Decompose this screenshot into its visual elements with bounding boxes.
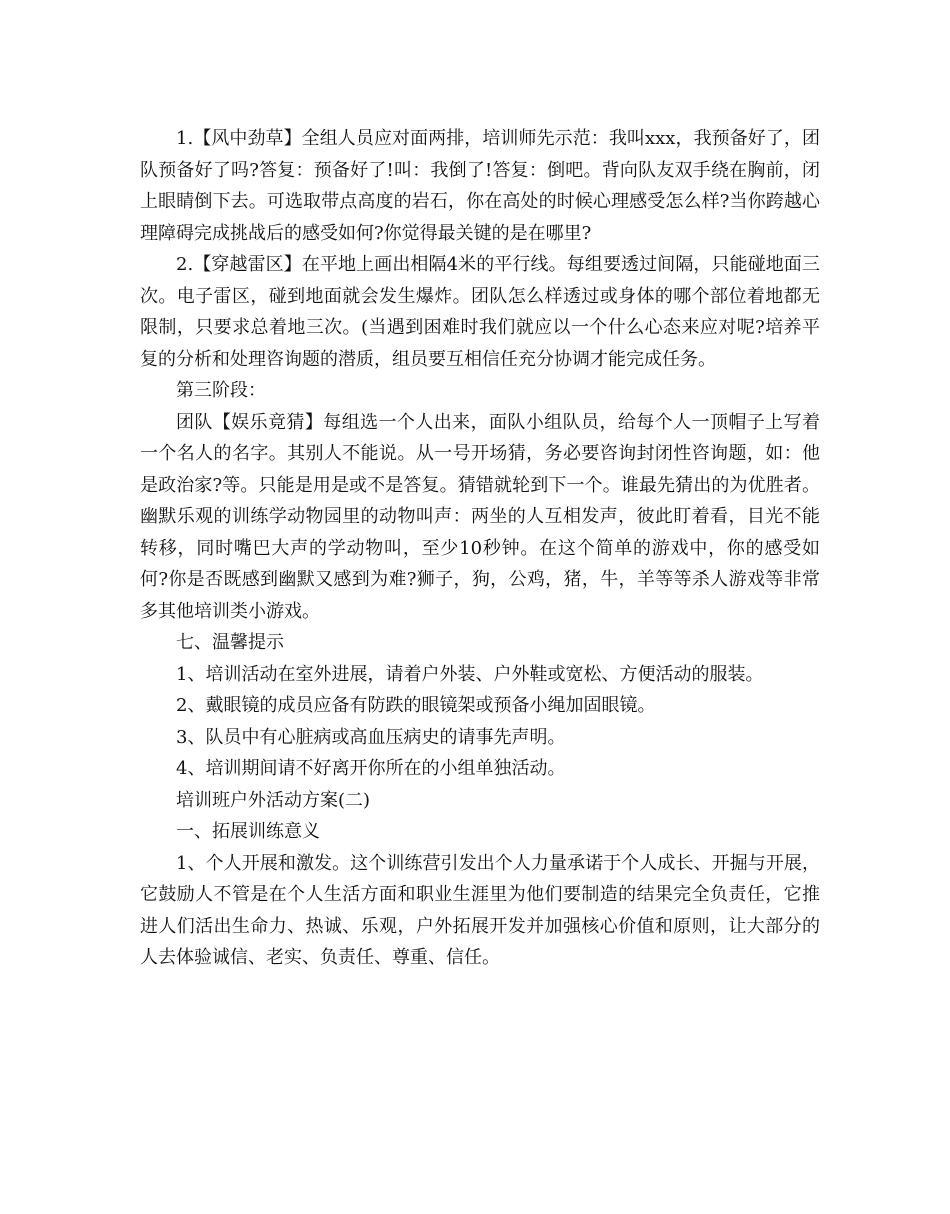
paragraph-stage-three-heading: 第三阶段： [176,380,266,401]
tip-item-2: 2、戴眼镜的成员应备有防跌的眼镜架或预备小绳加固眼镜。 [176,695,656,716]
tip-item-1: 1、培训活动在室外进展，请着户外装、户外鞋或宽松、方便活动的服装。 [176,663,764,685]
section-heading-significance: 一、拓展训练意义 [176,821,320,842]
document-page [140,123,820,974]
paragraph-guessing-game: 团队【娱乐竟猜】每组选一个人出来，面队小组队员，给每个人一顶帽子上写着一个名人的名字。其别人不能说。从一号开场猜，务必要咨询封闭性咨询题，如：他是政治家?等。只能是用是或不是答复。猜错就轮到下一个。谁最先猜出的为优胜者。幽默乐观的训练学动物园里的动物叫声：两坐的人互相发声，彼此盯着看，目光不能转移，同时嘴巴大声的学动物叫，至少10秒钟。在这个简单的游戏中，你的感受如何?你是否既感到幽默又感到为难?狮子，狗，公鸡，猪，牛，羊等等杀人游戏等非常多其他培训类小游戏。 [140,411,820,622]
section-heading-tips: 七、温馨提示 [176,632,284,653]
paragraph-wind-grass-activity: 1.【风中劲草】全组人员应对面两排，培训师先示范：我叫xxx，我预备好了，团队预备好了吗?答复：预备好了!叫：我倒了!答复：倒吧。背向队友双手绕在胸前，闭上眼睛倒下去。可选取带点高度的岩石，你在高处的时候心理感受怎么样?当你跨越心理障碍完成挑战后的感受如何?你觉得最关键的是在哪里? [140,128,820,244]
tip-item-3: 3、队员中有心脏病或高血压病史的请事先声明。 [176,726,566,748]
paragraph-personal-development: 1、个人开展和激发。这个训练营引发出个人力量承诺于个人成长、开掘与开展，它鼓励人不管是在个人生活方面和职业生涯里为他们要制造的结果完全负责任，它推进人们活出生命力、热诚、乐观，户外拓展开发并加强核心价值和原则，让大部分的人去体验诚信、老实、负责任、尊重、信任。 [140,852,820,968]
paragraph-minefield-activity: 2.【穿越雷区】在平地上画出相隔4米的平行线。每组要透过间隔，只能碰地面三次。电子雷区，碰到地面就会发生爆炸。团队怎么样透过或身体的哪个部位着地都无限制，只要求总着地三次。(当遇到困难时我们就应以一个什么心态来应对呢?培养平复的分析和处理咨询题的潜质，组员要互相信任充分协调才能完成任务。 [140,254,820,370]
plan-two-title: 培训班户外活动方案(二) [176,789,371,811]
tip-item-4: 4、培训期间请不好离开你所在的小组单独活动。 [176,758,566,779]
